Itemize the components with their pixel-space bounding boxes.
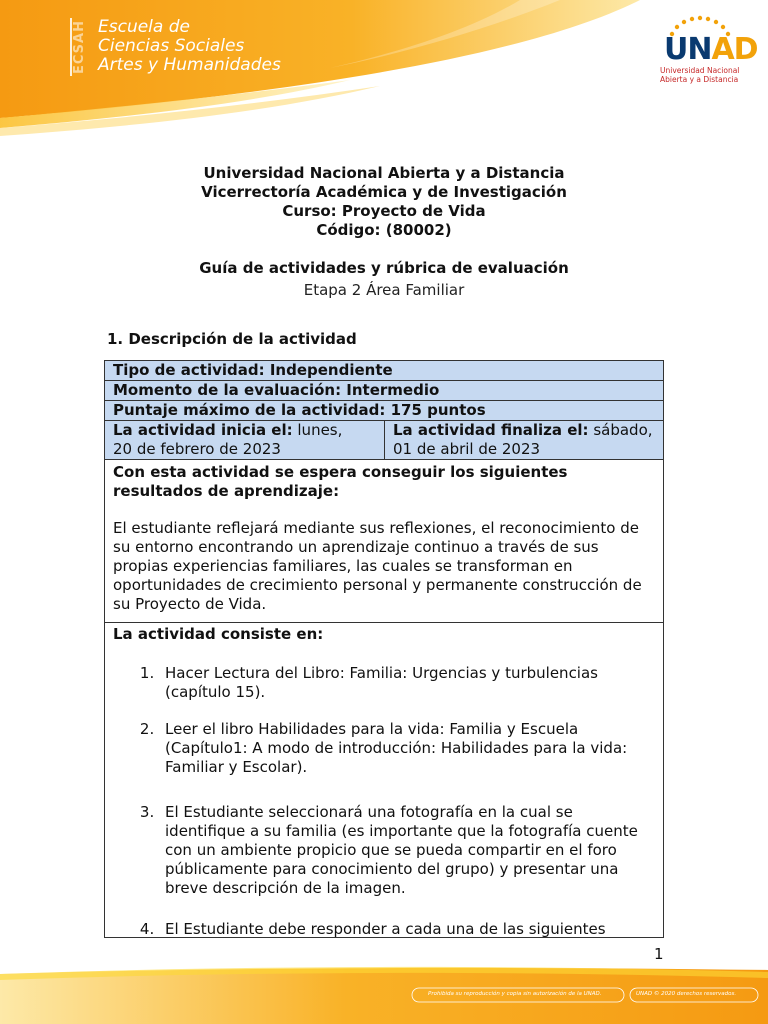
learning-outcomes-cell bbox=[105, 460, 663, 623]
list-item: 4. El Estudiante debe responder a cada una de las siguientes bbox=[159, 920, 657, 937]
section-heading: 1. Descripción de la actividad bbox=[107, 330, 357, 348]
max-score-row: Puntaje máximo de la actividad: 175 puntos bbox=[105, 401, 663, 421]
end-date-label: La actividad finaliza el: bbox=[393, 421, 589, 439]
list-item: 1. Hacer Lectura del Libro: Familia: Urgencias y turbulencias (capítulo 15). bbox=[159, 664, 657, 702]
learning-outcomes-heading: Con esta actividad se espera conseguir los siguientes resultados de aprendizaje: bbox=[113, 463, 568, 500]
vice-rectorate: Vicerrectoría Académica y de Investigación bbox=[201, 183, 567, 201]
learning-outcomes-text: El estudiante reflejará mediante sus reflexiones, el reconocimiento de su entorno encontrando un aprendizaje continuo a través de sus propias experiencias familiares, las cuales se transforman en oportunidades de crecimiento personal y permanente construcción de su Proyecto de Vida. bbox=[113, 519, 642, 613]
course-code: Código: (80002) bbox=[316, 221, 452, 239]
document-title-block bbox=[0, 164, 768, 240]
unad-logo-subtitle-line: Abierta y a Distancia bbox=[660, 75, 739, 84]
unad-logo-ad: AD bbox=[711, 32, 758, 67]
unad-logo-subtitle bbox=[660, 66, 768, 84]
activity-tasks-heading: La actividad consiste en: bbox=[113, 625, 324, 643]
stage-subtitle: Etapa 2 Área Familiar bbox=[303, 281, 465, 299]
activity-description-table bbox=[104, 360, 664, 938]
end-date-day: sábado, bbox=[588, 421, 653, 439]
school-name bbox=[98, 18, 281, 75]
school-name-line: Ciencias Sociales bbox=[98, 36, 245, 56]
end-date-cell bbox=[384, 421, 663, 459]
footer-copyright: UNAD © 2020 derechos reservados. bbox=[636, 991, 737, 997]
footer-banner bbox=[0, 966, 768, 1024]
end-date-value: 01 de abril de 2023 bbox=[393, 440, 541, 458]
header-banner bbox=[0, 0, 768, 140]
school-name-line: Escuela de bbox=[98, 17, 190, 37]
start-date-label: La actividad inicia el: bbox=[113, 421, 293, 439]
footer-reproduction-notice: Prohibida su reproducción y copia sin autorización de la UNAD. bbox=[428, 991, 602, 997]
start-date-day: lunes, bbox=[292, 421, 343, 439]
guide-title: Guía de actividades y rúbrica de evaluación bbox=[199, 259, 569, 277]
start-date-cell bbox=[105, 421, 384, 459]
dates-row bbox=[105, 421, 663, 460]
activity-tasks-cell bbox=[105, 623, 663, 937]
task-list bbox=[113, 664, 657, 937]
unad-logo bbox=[660, 14, 758, 84]
start-date-value: 20 de febrero de 2023 bbox=[113, 440, 281, 458]
university-name: Universidad Nacional Abierta y a Distancia bbox=[203, 164, 565, 182]
activity-type-row: Tipo de actividad: Independiente bbox=[105, 361, 663, 381]
list-item: 3. El Estudiante seleccionará una fotografía en la cual se identifique a su familia (es importante que la fotografía cuente con un ambiente propicio que se pueda compartir en el foro públicamente para conocimiento del grupo) y presentar una breve descripción de la imagen. bbox=[159, 803, 657, 898]
unad-logo-un: UN bbox=[664, 32, 712, 67]
faculty-logo bbox=[70, 18, 281, 76]
unad-logo-wordmark bbox=[664, 32, 758, 67]
evaluation-moment-row: Momento de la evaluación: Intermedio bbox=[105, 381, 663, 401]
page-number: 1 bbox=[654, 945, 664, 963]
school-name-line: Artes y Humanidades bbox=[98, 55, 281, 75]
list-item: 2. Leer el libro Habilidades para la vida: Familia y Escuela (Capítulo1: A modo de introducción: Habilidades para la vida: Familiar y Escolar). bbox=[159, 720, 657, 777]
faculty-abbreviation: ECSAH bbox=[70, 18, 90, 76]
unad-logo-subtitle-line: Universidad Nacional bbox=[660, 66, 740, 75]
course-name: Curso: Proyecto de Vida bbox=[282, 202, 486, 220]
